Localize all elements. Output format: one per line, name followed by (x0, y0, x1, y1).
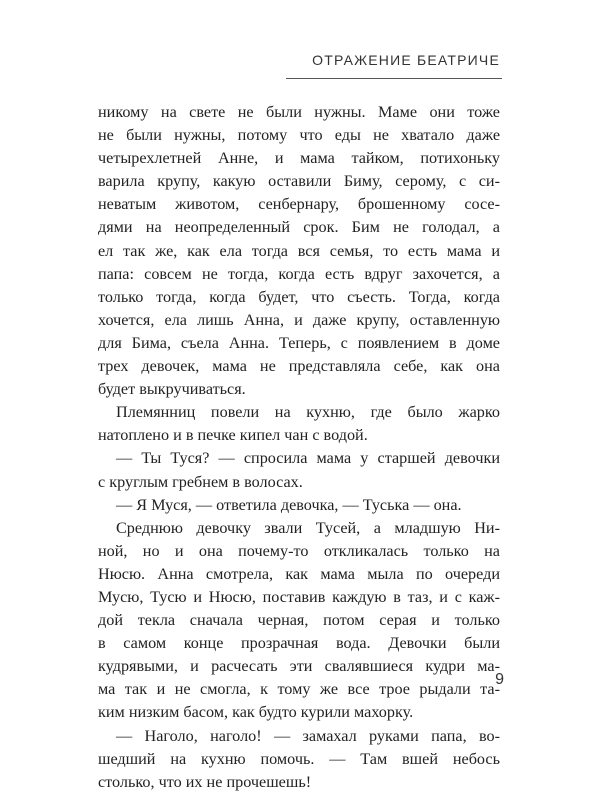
text-line: ел так же, как ела тогда вся семья, то есть мама и (98, 241, 500, 260)
text-line: никому на свете не были нужны. Маме они тоже (98, 103, 500, 121)
text-line: ма так и не смогла, к тому же все трое рыдали та- (98, 680, 500, 699)
text-line: в самом конце прозрачная вода. Девочки были (98, 634, 500, 653)
body-text (98, 101, 500, 794)
text-line: Племянниц повели на кухню, где было жарко (116, 403, 500, 422)
text-line: — Наголо, наголо! — замахал руками папа, во- (116, 726, 500, 745)
text-line: будет выкручиваться. (98, 380, 246, 399)
text-line: ким низким басом, как будто курили махорку. (98, 703, 414, 722)
text-line: кудрявыми, и расчесать эти свалявшиеся кудри ма- (98, 657, 500, 676)
text-line: с круглым гребнем в волосах. (98, 472, 303, 491)
text-line: столько, что их не прочешешь! (98, 772, 312, 791)
text-line: неватым животом, сенбернару, брошенному сосе- (98, 195, 500, 214)
page-number: 9 (495, 671, 504, 688)
text-line: натоплено и в печке кипел чан с водой. (98, 426, 368, 445)
text-line: четырехлетней Анне, и мама тайком, потихоньку (98, 149, 500, 168)
header-rule (286, 78, 502, 79)
text-line: не были нужны, потому что еды не хватало даже (98, 126, 500, 145)
text-line: для Бима, съела Анна. Теперь, с появлением в доме (98, 333, 500, 352)
text-line: шедший на кухню помочь. — Там вшей небось (98, 749, 500, 768)
text-line: дой текла сначала черная, потом серая и только (98, 611, 500, 630)
text-line: папа: совсем не тогда, когда есть вдруг захочется, а (98, 264, 500, 283)
text-line: хочется, ела лишь Анна, и даже крупу, оставленную (98, 310, 500, 329)
text-line: дями на неопределенный срок. Бим не голодал, а (98, 218, 500, 237)
text-line: только тогда, когда будет, что съесть. Тогда, когда (98, 287, 500, 306)
text-line: Мусю, Тусю и Нюсю, поставив каждую в таз, и с каж- (98, 587, 500, 606)
text-line: ной, но и она почему-то откликалась только на (98, 541, 500, 560)
text-line: Нюсю. Анна смотрела, как мама мыла по очереди (98, 564, 500, 583)
text-line: трех девочек, мама не представляла себе, как она (98, 357, 500, 376)
text-line: варила крупу, какую оставили Биму, серому, с си- (98, 172, 500, 191)
running-title: ОТРАЖЕНИЕ БЕАТРИЧЕ (312, 52, 500, 68)
text-line: — Ты Туся? — спросила мама у старшей девочки (116, 449, 500, 468)
text-line: Среднюю девочку звали Тусей, а младшую Ни- (116, 518, 500, 537)
text-line: — Я Муся, — ответила девочка, — Туська — она. (116, 495, 462, 514)
